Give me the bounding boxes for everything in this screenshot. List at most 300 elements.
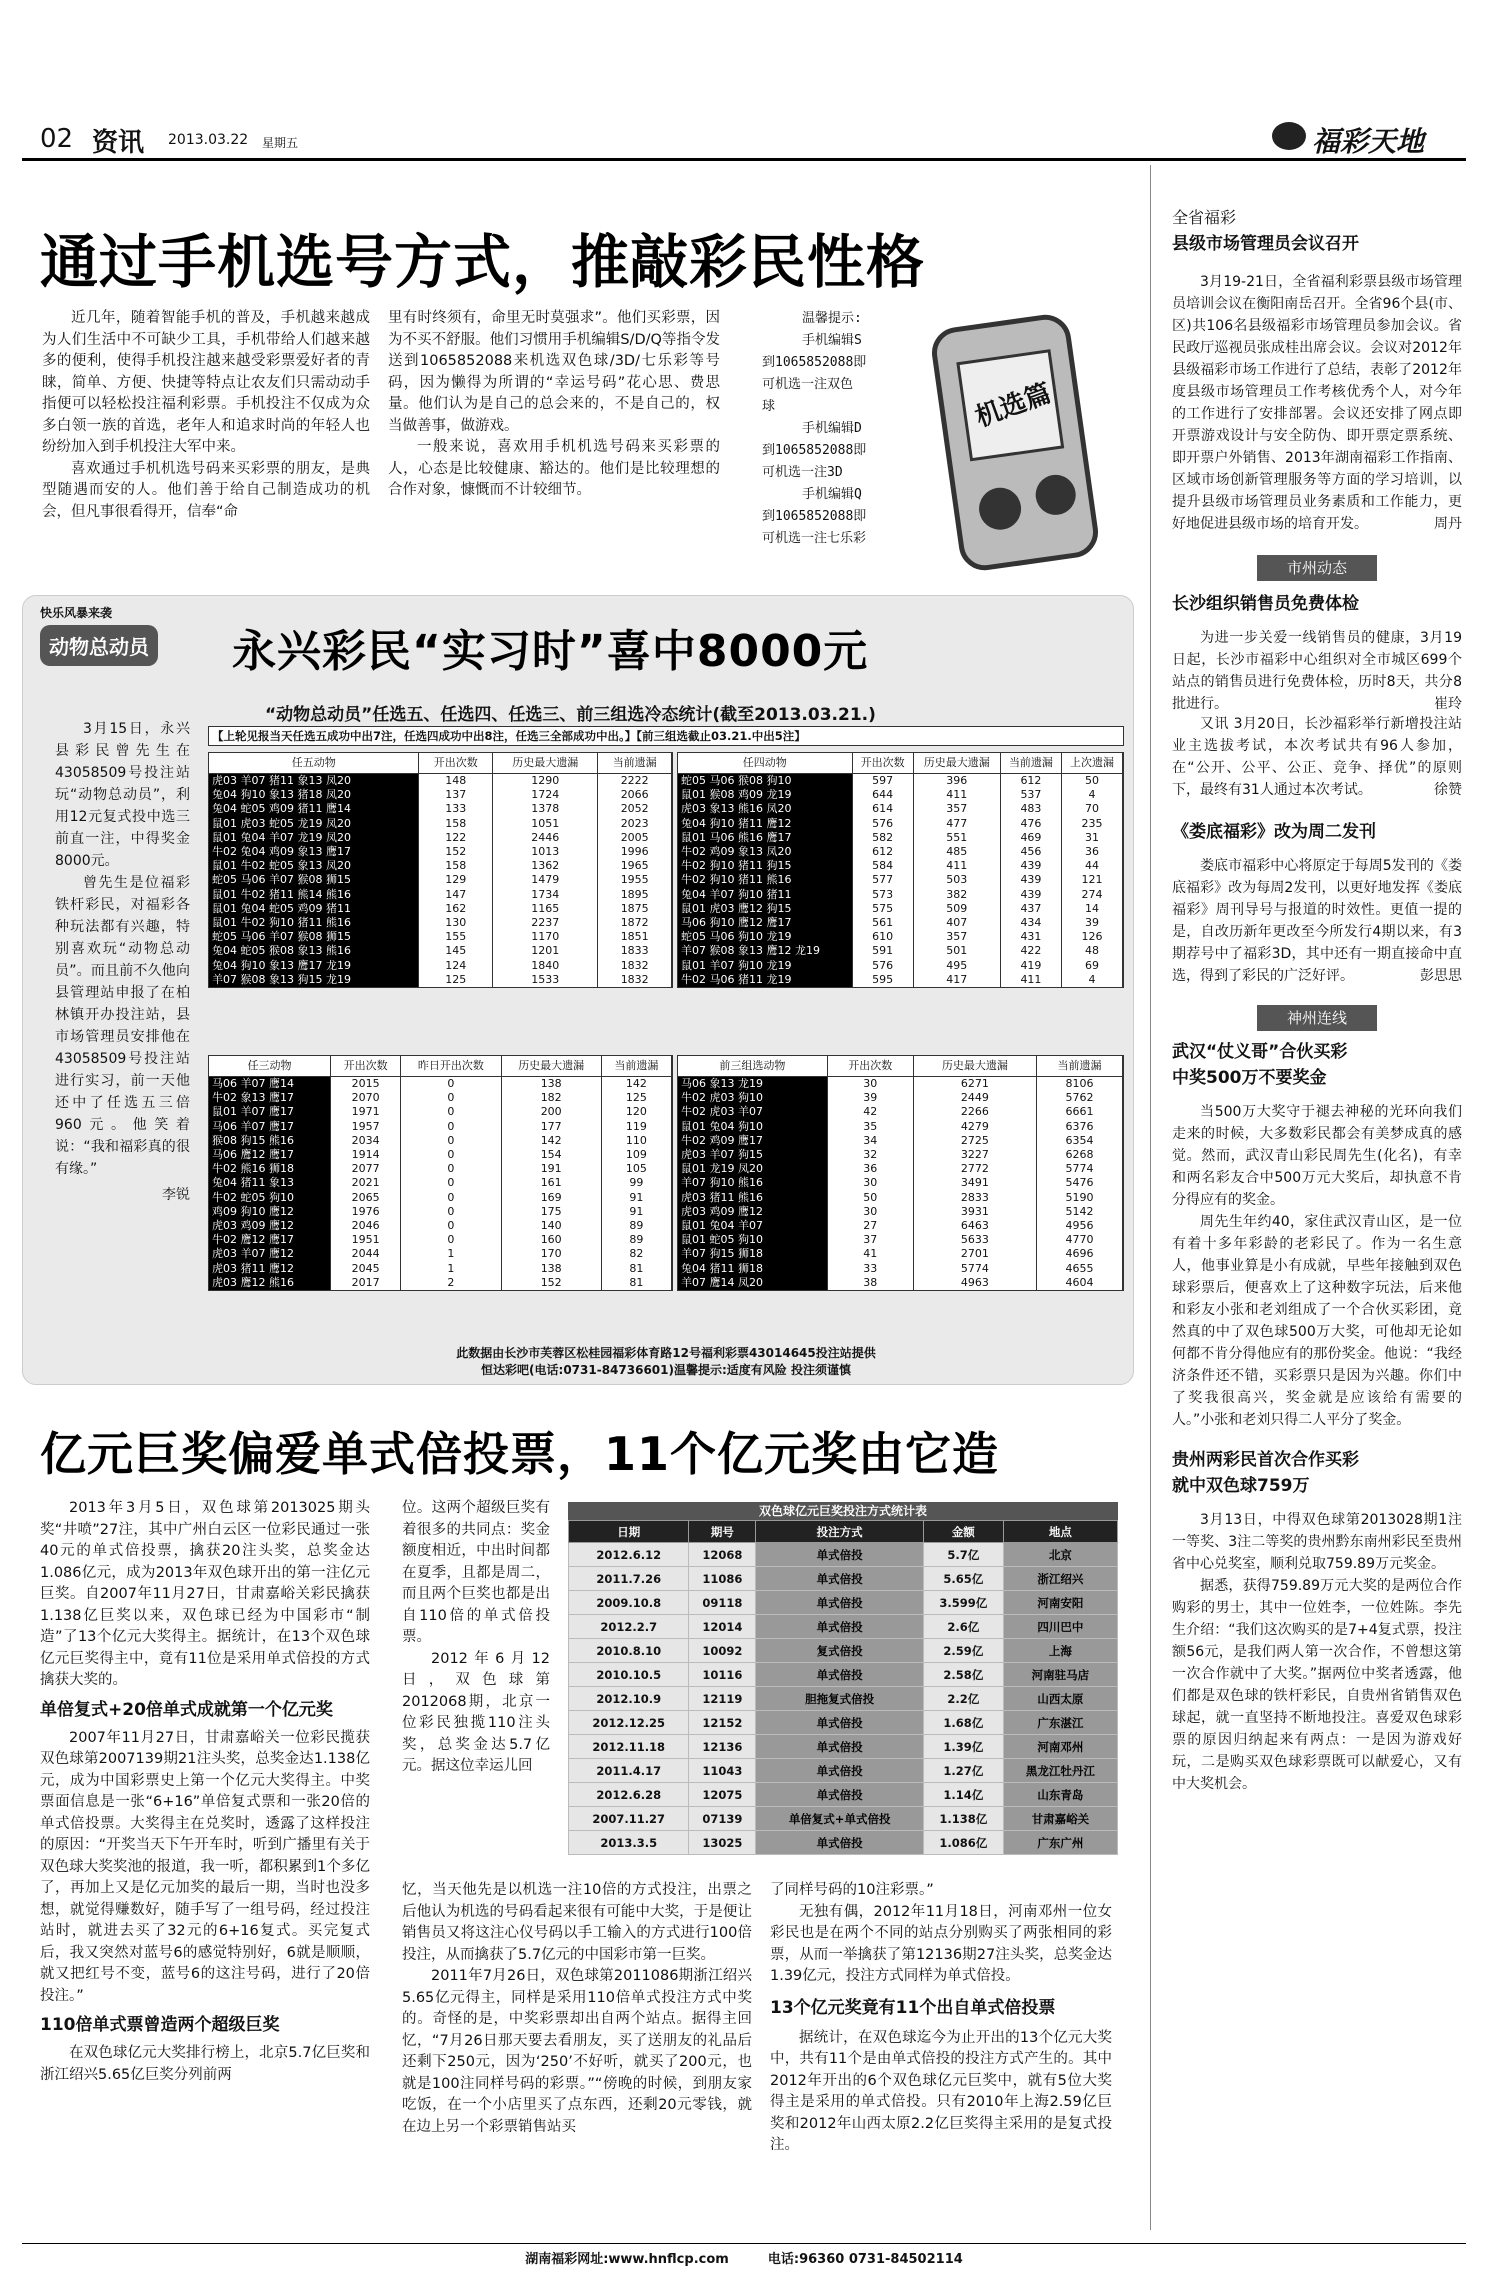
paragraph: 一般来说，喜欢用手机机选号码来买彩票的人，心态是比较健康、豁达的。他们是比较理想的合作对象，慷慨而不计较细节。 (388, 439, 720, 498)
tip-line: 手机编辑D (802, 421, 862, 436)
table-cell: 2222 (598, 774, 672, 789)
column-header: 开出次数 (827, 1056, 913, 1077)
table-cell: 河南邓州 (1003, 1735, 1117, 1759)
paragraph: 2012年6月12日，双色球第2012068期，北京一位彩民独揽110注头奖，总奖金达5.7亿元。据这位幸运儿回 (402, 1650, 550, 1774)
column-header: 开出次数 (419, 753, 493, 774)
table-cell: 14 (1061, 902, 1122, 916)
table-cell: 单式倍投 (756, 1783, 924, 1807)
author: 徐赞 (1434, 782, 1462, 798)
table-cell: 单式倍投 (756, 1831, 924, 1855)
table-cell: 单式倍投 (756, 1615, 924, 1639)
page-footer (0, 2248, 1488, 2267)
table-cell: 虎03 鹰12 熊16 (209, 1276, 331, 1290)
table-qian3 (677, 1055, 1124, 1291)
table-cell: 140 (501, 1219, 601, 1233)
table-row (678, 817, 1123, 831)
table-cell: 142 (501, 1134, 601, 1148)
table-cell: 129 (419, 873, 493, 887)
article3-col3 (770, 1880, 1112, 2240)
table-cell: 1533 (493, 973, 598, 987)
table-cell: 357 (913, 802, 1000, 816)
sidebar-text (1172, 271, 1462, 535)
column-header: 历史最大遗漏 (913, 753, 1000, 774)
table-row (569, 1711, 1118, 1735)
table-cell: 614 (852, 802, 913, 816)
table-cell: 0 (401, 1162, 501, 1176)
table-row (209, 1262, 672, 1276)
table-row (209, 916, 672, 930)
column-header: 昨日开出次数 (401, 1056, 501, 1077)
table-cell: 561 (852, 916, 913, 930)
sidebar-divider (1150, 165, 1151, 2230)
table-cell: 牛02 鸡09 鹰17 (678, 1134, 827, 1148)
table-cell: 鼠01 兔04 羊07 龙19 凤20 (209, 831, 419, 845)
table-ren5 (208, 752, 673, 988)
table-cell: 1013 (493, 845, 598, 859)
table-cell: 鼠01 蛇05 狗10 (678, 1233, 827, 1247)
section-tag: 神州连线 (1257, 1005, 1377, 1031)
table-cell: 161 (501, 1176, 601, 1190)
table-cell: 山西太原 (1003, 1687, 1117, 1711)
table-cell: 6354 (1036, 1134, 1122, 1148)
table-cell: 兔04 猪11 狮18 (678, 1262, 827, 1276)
table-cell: 35 (827, 1120, 913, 1134)
paragraph: 3月19-21日，全省福利彩票县级市场管理员培训会议在衡阳南岳召开。全省96个县(市、区)共106名县级福彩市场管理员参加会议。省民政厅巡视员张成桂出席会议。会议对2012年县级福彩市场工作进行了总结，表彰了2012年度县级市场管理员工作考核优秀个人，对今年的工作进行了安排部署。会议还安排了网点即开票游戏设计与安全防伪、即开票定票系统、即开票户外销售、2013年湖南福彩工作指南、区域市场创新管理服务等方面的学习培训，以提升县级市场管理员业务素质和工作能力，更好地促进县级市场的培育开发。 (1172, 274, 1462, 532)
sidebar-title: 全省福彩 (1172, 208, 1237, 227)
author: 崔玲 (1434, 696, 1462, 712)
table-cell: 38 (827, 1276, 913, 1290)
paragraph: 为进一步关爱一线销售员的健康，3月19日起，长沙市福彩中心组织对全市城区699个站点的销售员进行免费体检，历时8天，共分8批进行。 (1172, 630, 1462, 712)
table-cell: 马06 狗10 鹰12 鹰17 (678, 916, 852, 930)
table-cell: 单式倍投 (756, 1567, 924, 1591)
table-cell: 2266 (913, 1105, 1036, 1119)
table-row (209, 802, 672, 816)
sidebar-text (1172, 1101, 1462, 1431)
table-row (569, 1807, 1118, 1831)
table-cell: 170 (501, 1247, 601, 1261)
table-cell: 91 (601, 1205, 671, 1219)
table-row (209, 944, 672, 958)
table-cell: 148 (419, 774, 493, 789)
table-cell: 牛02 熊16 狮18 (209, 1162, 331, 1176)
table-cell: 36 (827, 1162, 913, 1176)
table-cell: 1833 (598, 944, 672, 958)
table-cell: 33 (827, 1262, 913, 1276)
table-cell: 2.2亿 (923, 1687, 1003, 1711)
table-cell: 11086 (689, 1567, 756, 1591)
table-row (209, 973, 672, 987)
table-cell: 110 (601, 1134, 671, 1148)
phone-illustration-icon (929, 311, 1102, 573)
table-cell: 130 (419, 916, 493, 930)
table-cell: 476 (1000, 817, 1061, 831)
table-cell: 2010.10.5 (569, 1663, 689, 1687)
table-cell: 羊07 狗10 熊16 (678, 1176, 827, 1190)
table-cell: 2012.12.25 (569, 1711, 689, 1735)
table-cell: 1851 (598, 930, 672, 944)
sidebar-title: 武汉“仗义哥”合伙买彩 (1172, 1042, 1348, 1062)
table-cell: 鼠01 兔04 蛇05 鸡09 猪11 (209, 902, 419, 916)
table-cell: 501 (913, 944, 1000, 958)
table-row (209, 817, 672, 831)
table-cell: 2013.3.5 (569, 1831, 689, 1855)
table-cell: 34 (827, 1134, 913, 1148)
table-cell: 584 (852, 859, 913, 873)
table-cell: 2 (401, 1276, 501, 1290)
table-cell: 2011.4.17 (569, 1759, 689, 1783)
brand-name: 福彩天地 (1312, 125, 1425, 158)
table-cell: 419 (1000, 959, 1061, 973)
table-cell: 1290 (493, 774, 598, 789)
table-cell: 鼠01 兔04 羊07 (678, 1219, 827, 1233)
table-ren4 (677, 752, 1124, 988)
table-cell: 50 (1061, 774, 1122, 789)
table-cell: 猴08 狗15 熊16 (209, 1134, 331, 1148)
table-row (678, 859, 1123, 873)
table-row (678, 1262, 1123, 1276)
tip-line: 手机编辑S (802, 333, 862, 348)
table-cell: 1051 (493, 817, 598, 831)
table-cell: 382 (913, 888, 1000, 902)
table-row (209, 1091, 672, 1105)
column-header: 投注方式 (756, 1521, 924, 1543)
table-cell: 1996 (598, 845, 672, 859)
table-cell: 2023 (598, 817, 672, 831)
table-cell: 1479 (493, 873, 598, 887)
table-cell: 广东广州 (1003, 1831, 1117, 1855)
table-cell: 2005 (598, 831, 672, 845)
table-row (209, 873, 672, 887)
table-row (209, 1134, 672, 1148)
table-cell: 81 (601, 1276, 671, 1290)
table-cell: 2772 (913, 1162, 1036, 1176)
table-cell: 蛇05 马06 羊07 猴08 狮15 (209, 930, 419, 944)
table-cell: 牛02 象13 鹰17 (209, 1091, 331, 1105)
table-cell: 2833 (913, 1191, 1036, 1205)
table-cell: 32 (827, 1148, 913, 1162)
issue-weekday: 星期五 (262, 136, 299, 150)
column-header: 地点 (1003, 1521, 1117, 1543)
table-cell: 162 (419, 902, 493, 916)
table-cell: 6463 (913, 1219, 1036, 1233)
table-cell: 3.599亿 (923, 1591, 1003, 1615)
table-cell: 1.086亿 (923, 1831, 1003, 1855)
tip-line: 到1065852088即 (762, 509, 867, 524)
table-row (209, 1276, 672, 1290)
sidebar-title: 中奖500万不要奖金 (1172, 1068, 1327, 1088)
table-cell: 虎03 羊07 猪11 象13 凤20 (209, 774, 419, 789)
paragraph: 在双色球亿元大奖排行榜上，北京5.7亿巨奖和浙江绍兴5.65亿巨奖分列前两 (40, 2045, 370, 2083)
table-cell: 551 (913, 831, 1000, 845)
table-cell: 575 (852, 902, 913, 916)
table-cell: 07139 (689, 1807, 756, 1831)
article1-title: 通过手机选号方式，推敲彩民性格 (40, 228, 926, 296)
table-cell: 兔04 猪11 象13 (209, 1176, 331, 1190)
table-cell: 154 (501, 1148, 601, 1162)
table-cell: 1724 (493, 788, 598, 802)
column-header: 任五动物 (209, 753, 419, 774)
table-cell: 2.6亿 (923, 1615, 1003, 1639)
table-cell: 155 (419, 930, 493, 944)
column-header: 历史最大遗漏 (501, 1056, 601, 1077)
article3-col2b (402, 1880, 752, 2240)
table-cell: 126 (1061, 930, 1122, 944)
table-cell: 4655 (1036, 1262, 1122, 1276)
table-cell: 马06 羊07 鹰14 (209, 1077, 331, 1092)
table-cell: 37 (827, 1233, 913, 1247)
table-cell: 1378 (493, 802, 598, 816)
column-header: 任四动物 (678, 753, 852, 774)
table-cell: 138 (501, 1262, 601, 1276)
table-cell: 89 (601, 1233, 671, 1247)
tip-line: 可机选一注七乐彩 (762, 531, 867, 546)
table-cell: 407 (913, 916, 1000, 930)
footer-phone: 电话:96360 0731-84502114 (767, 2252, 963, 2267)
table-cell: 1832 (598, 959, 672, 973)
table-cell: 2012.10.9 (569, 1687, 689, 1711)
table-row (209, 1247, 672, 1261)
table-row (678, 1219, 1123, 1233)
table-cell: 单倍复式+单式倍投 (756, 1807, 924, 1831)
section-name: 资讯 (92, 128, 145, 158)
tip-line: 到1065852088即 (762, 443, 867, 458)
table-cell: 虎03 猪11 熊16 (678, 1191, 827, 1205)
table-cell: 610 (852, 930, 913, 944)
table-row (569, 1567, 1118, 1591)
table-cell: 99 (601, 1176, 671, 1190)
table-cell: 119 (601, 1120, 671, 1134)
tip-line: 到1065852088即 (762, 355, 867, 370)
footer-line: 此数据由长沙市芙蓉区松桂园福彩体育路12号福利彩票43014645投注站提供 (456, 1346, 876, 1360)
table-cell: 虎03 象13 熊16 凤20 (678, 802, 852, 816)
table-row (569, 1735, 1118, 1759)
table-cell: 胆拖复式倍投 (756, 1687, 924, 1711)
table-row (209, 1233, 672, 1247)
table-cell: 8106 (1036, 1077, 1122, 1092)
table-cell: 1.39亿 (923, 1735, 1003, 1759)
table-cell: 2011.7.26 (569, 1567, 689, 1591)
paragraph: 忆，当天他先是以机选一注10倍的方式投注，出票之后他认为机选的号码看起来很有可能中大奖，于是便让销售员又将这注心仪号码以手工输入的方式进行100倍投注，从而擒获了5.7亿元的中国彩市第一巨奖。 (402, 1882, 752, 1963)
table-cell: 2046 (331, 1219, 401, 1233)
table-cell: 2044 (331, 1247, 401, 1261)
table-cell: 152 (501, 1276, 601, 1290)
table-cell: 09118 (689, 1591, 756, 1615)
column-header: 金额 (923, 1521, 1003, 1543)
table-cell: 牛02 马06 猪11 龙19 (678, 973, 852, 987)
paragraph: 2007年11月27日，甘肃嘉峪关一位彩民揽获双色球第2007139期21注头奖，总奖金达1.138亿元，成为中国彩票史上第一个亿元大奖得主。中奖票面信息是一张“6+16”单倍复式票和一张20倍的单式倍投票。大奖得主在兑奖时，透露了这样投注的原因：“开奖当天下午开车时，听到广播里有关于双色球大奖奖池的报道，我一听，都积累到1个多亿了，再加上又是亿元加奖的最后一期，当时也没多想，就觉得赚数好，随手写了一组号码，经过投注站时，就进去买了32元的6+16复式。买完复式后，我又突然对蓝号6的感觉特别好，6就是顺顺，就又把红号不变，蓝号6的这注号码，进行了20倍投注。” (40, 1729, 370, 2004)
sidebar-title: 《娄底福彩》改为周二发刊 (1172, 822, 1376, 842)
table-cell: 31 (1061, 831, 1122, 845)
table-row (678, 802, 1123, 816)
table-cell: 2.58亿 (923, 1663, 1003, 1687)
table-cell: 4 (1061, 973, 1122, 987)
table-cell: 鼠01 牛02 狗10 猪11 熊16 (209, 916, 419, 930)
table-cell: 2446 (493, 831, 598, 845)
table-cell: 121 (1061, 873, 1122, 887)
table-cell: 单式倍投 (756, 1663, 924, 1687)
table-cell: 马06 象13 龙19 (678, 1077, 827, 1092)
table-row (678, 902, 1123, 916)
paragraph: 2013年3月5日，双色球第2013025期头奖“井喷”27注，其中广州白云区一位彩民通过一张40元的单式倍投票，擒获20注头奖，总奖金达1.086亿元，成为2013年双色球开出的第一注亿元巨奖。自2007年11月27日，甘肃嘉峪关彩民擒获1.138亿巨奖以来，双色球已经为中国彩市“制造”了13个亿元大奖得主。据统计，在13个双色球亿元巨奖得主中，竟有11位是采用单式倍投的方式擒获大奖的。 (40, 1500, 370, 1688)
table-cell: 牛02 狗10 猪11 熊16 (678, 873, 852, 887)
table-cell: 5633 (913, 1233, 1036, 1247)
table-cell: 175 (501, 1205, 601, 1219)
table-cell: 0 (401, 1105, 501, 1119)
column-header: 任三动物 (209, 1056, 331, 1077)
column-header: 开出次数 (331, 1056, 401, 1077)
table-cell: 虎03 羊07 狗15 (678, 1148, 827, 1162)
table-cell: 89 (601, 1219, 671, 1233)
table-cell: 2021 (331, 1176, 401, 1190)
table-cell: 蛇05 马06 狗10 龙19 (678, 930, 852, 944)
table-cell: 3931 (913, 1205, 1036, 1219)
table-row (678, 1077, 1123, 1092)
table-row (209, 859, 672, 873)
table-row (678, 944, 1123, 958)
table-cell: 2015 (331, 1077, 401, 1092)
table-cell: 396 (913, 774, 1000, 789)
table-cell: 单式倍投 (756, 1759, 924, 1783)
column-header: 当前遗漏 (598, 753, 672, 774)
column-header: 期号 (689, 1521, 756, 1543)
table-cell: 牛02 狗10 猪11 狗15 (678, 859, 852, 873)
table-cell: 50 (827, 1191, 913, 1205)
table-cell: 39 (1061, 916, 1122, 930)
table-cell: 0 (401, 1148, 501, 1162)
table-row (678, 1162, 1123, 1176)
table-cell: 44 (1061, 859, 1122, 873)
table-cell: 鼠01 羊07 鹰17 (209, 1105, 331, 1119)
table-row (209, 930, 672, 944)
jackpot-table (568, 1502, 1118, 1855)
table-row (209, 845, 672, 859)
table-cell: 439 (1000, 873, 1061, 887)
table-cell: 4604 (1036, 1276, 1122, 1290)
table-cell: 2449 (913, 1091, 1036, 1105)
table-cell: 582 (852, 831, 913, 845)
table-row (678, 774, 1123, 789)
paragraph: 据悉，获得759.89万元大奖的是两位合作购彩的男士，其中一位姓李，一位姓陈。李先生介绍：“我们这次购买的是7+4复式票，投注额56元，是我们两人第一次合作，不曾想这第一次合作就中了大奖。”据两位中奖者透露，他们都是双色球的铁杆彩民，自贵州省销售双色球起，就一直坚持不断地投注。喜爱双色球彩票的原因归纳起来有两点：一是因为游戏好玩，二是购买双色球彩票既可以献爱心，又有中大奖机会。 (1172, 1578, 1462, 1792)
table-cell: 鼠01 羊07 狗10 龙19 (678, 959, 852, 973)
article3-col1 (40, 1498, 370, 2238)
table-cell: 12152 (689, 1711, 756, 1735)
table-cell: 兔04 羊07 狗10 猪11 (678, 888, 852, 902)
table-cell: 4770 (1036, 1233, 1122, 1247)
tip-line: 可机选一注3D (762, 465, 843, 480)
table-cell: 1914 (331, 1148, 401, 1162)
table-cell: 417 (913, 973, 1000, 987)
table-cell: 6376 (1036, 1120, 1122, 1134)
column-header: 日期 (569, 1521, 689, 1543)
table-cell: 0 (401, 1091, 501, 1105)
sidebar (1172, 205, 1462, 1859)
table-cell: 浙江绍兴 (1003, 1567, 1117, 1591)
table-row (209, 1205, 672, 1219)
author: 彭思思 (1420, 968, 1462, 984)
paragraph: 里有时终须有，命里无时莫强求”。他们买彩票，因为不买不舒服。他们习惯用手机编辑S/D/Q等指令发送到1065852088来机选双色球/3D/七乐彩等号码，因为懒得为所谓的“幸运号码”花心思、费思量。他们认为是自己的总会来的，不是自己的，权当做善事，做游戏。 (388, 310, 720, 434)
table-cell: 牛02 虎03 羊07 (678, 1105, 827, 1119)
table-row (209, 959, 672, 973)
table-cell: 复式倍投 (756, 1639, 924, 1663)
table-cell: 12119 (689, 1687, 756, 1711)
table-row (209, 1162, 672, 1176)
table-cell: 537 (1000, 788, 1061, 802)
table-cell: 3491 (913, 1176, 1036, 1190)
table-cell: 437 (1000, 902, 1061, 916)
table-row (678, 959, 1123, 973)
table-cell: 483 (1000, 802, 1061, 816)
table-cell: 1840 (493, 959, 598, 973)
table-cell: 2725 (913, 1134, 1036, 1148)
table-cell: 3227 (913, 1148, 1036, 1162)
sidebar-title: 长沙组织销售员免费体检 (1172, 594, 1359, 614)
stats-subtitle: “动物总动员”任选五、任选四、任选三、前三组选冷态统计(截至2013.03.21.) (265, 705, 876, 725)
table-cell: 鼠01 虎03 鹰12 狗15 (678, 902, 852, 916)
table-cell: 158 (419, 817, 493, 831)
table-cell: 125 (419, 973, 493, 987)
table-cell: 1.138亿 (923, 1807, 1003, 1831)
table-cell: 2012.2.7 (569, 1615, 689, 1639)
table-cell: 2052 (598, 802, 672, 816)
tip-title: 温馨提示: (802, 311, 862, 326)
table-cell: 广东湛江 (1003, 1711, 1117, 1735)
table-cell: 145 (419, 944, 493, 958)
article1-col2 (388, 308, 720, 568)
table-cell: 牛02 鹰12 鹰17 (209, 1233, 331, 1247)
table-cell: 434 (1000, 916, 1061, 930)
table-cell: 牛02 鸡09 象13 凤20 (678, 845, 852, 859)
table-cell: 0 (401, 1176, 501, 1190)
article3-col2a (402, 1498, 550, 1878)
table-cell: 1875 (598, 902, 672, 916)
table-row (209, 1176, 672, 1190)
table-cell: 2070 (331, 1091, 401, 1105)
paragraph: 娄底市福彩中心将原定于每周5发刊的《娄底福彩》改为每周2发刊，以更好地发挥《娄底福彩》周刊导号与报道的时效性。更值一提的是，自改历新年更改至今所发行4期以来，有3期荐号中了福彩3D，其中还有一期直接命中直选，得到了彩民的广泛好评。 (1172, 858, 1462, 984)
table-cell: 2012.11.18 (569, 1735, 689, 1759)
table-cell: 2701 (913, 1247, 1036, 1261)
table-cell: 12075 (689, 1783, 756, 1807)
table-row (209, 1077, 672, 1092)
table-cell: 1895 (598, 888, 672, 902)
table-cell: 182 (501, 1091, 601, 1105)
table-cell: 1832 (598, 973, 672, 987)
table-cell: 81 (601, 1262, 671, 1276)
table-cell: 105 (601, 1162, 671, 1176)
table-row (678, 1120, 1123, 1134)
table-row (678, 788, 1123, 802)
table-cell: 411 (1000, 973, 1061, 987)
table-cell: 13025 (689, 1831, 756, 1855)
logo-main: 动物总动员 (40, 625, 158, 666)
table-cell: 1872 (598, 916, 672, 930)
badge-text: 机选篇 (971, 378, 1056, 434)
table-cell: 5774 (913, 1262, 1036, 1276)
table-cell: 10092 (689, 1639, 756, 1663)
table-cell: 虎03 鸡09 鹰12 (209, 1219, 331, 1233)
table-cell: 138 (501, 1077, 601, 1092)
paragraph: 2011年7月26日，双色球第2011086期浙江绍兴5.65亿元得主，同样是采用110倍单式投注方式中奖的。奇怪的是，中奖彩票却出自两个站点。据得主回忆，“7月26日那天要去看朋友，买了送朋友的礼品后还剩下250元，因为‘250’不好听，就买了200元，也就是100注同样号码的彩票。”“傍晚的时候，到朋友家吃饭，在一个小店里买了点东西，还剩20元零钱，就在边上另一个彩票销售站买 (402, 1968, 752, 2135)
author: 周丹 (1434, 516, 1462, 532)
table-row (678, 888, 1123, 902)
table-cell: 0 (401, 1134, 501, 1148)
table-cell: 612 (1000, 774, 1061, 789)
author: 李锐 (162, 1187, 190, 1203)
table-cell: 上海 (1003, 1639, 1117, 1663)
table-cell: 4963 (913, 1276, 1036, 1290)
table-cell: 2009.10.8 (569, 1591, 689, 1615)
table-cell: 5774 (1036, 1162, 1122, 1176)
table-cell: 1 (401, 1247, 501, 1261)
